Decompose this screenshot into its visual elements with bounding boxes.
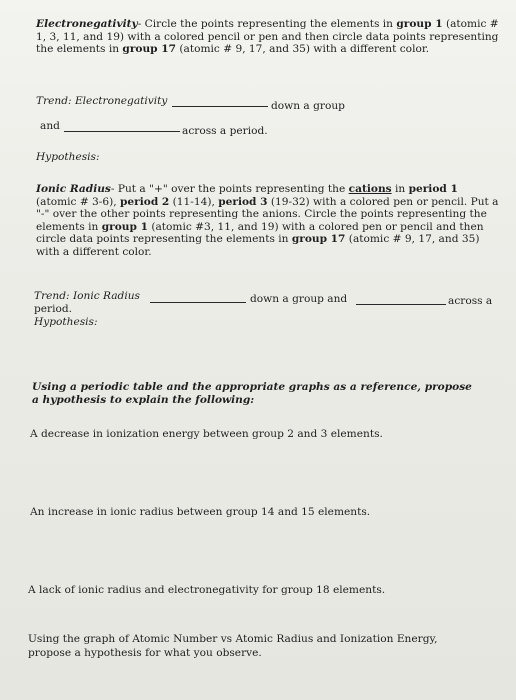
trend-ionic-radius-period: period. bbox=[34, 303, 73, 315]
electronegativity-instructions: Electronegativity- Circle the points representing the elements in group 1 (atomic # 1, 3, 11, and 19) with a colored pencil or pen and then circle data points representing the elements in group 17 (atomic # 9, 17, and 35) with a different color. bbox=[36, 18, 499, 55]
trend-ionic-radius-blank-2[interactable] bbox=[356, 303, 446, 305]
ionic-radius-instructions: Ionic Radius- Put a "+" over the points representing the cations in period 1 (atomic # 3-6), period 2 (11-14), period 3 (19-32) with a colored pen or pencil. Put a "-" over the other points representing the anions. Circle the points representing the elements in group 1 (atomic #3, 11, and 19) with a colored pen or pencil and then circle data points representing the elements in group 17 (atomic # 9, 17, and 35) with a different color. bbox=[36, 183, 499, 258]
ionic-radius-heading: Ionic Radius bbox=[36, 183, 111, 195]
trend-ionic-radius-blank-1[interactable] bbox=[150, 301, 246, 303]
trend-electronegativity-across-period: across a period. bbox=[182, 125, 268, 137]
electronegativity-heading: Electronegativity bbox=[36, 18, 138, 30]
reference-prompt: Using a periodic table and the appropriate graphs as a reference, propose a hypothesis to explain the following: bbox=[32, 381, 472, 406]
trend-electronegativity-blank-1[interactable] bbox=[172, 105, 268, 107]
hypothesis-electronegativity: Hypothesis: bbox=[36, 151, 100, 163]
question-graph-line-1: Using the graph of Atomic Number vs Atomic Radius and Ionization Energy, bbox=[28, 633, 438, 645]
trend-electronegativity-blank-2[interactable] bbox=[64, 130, 180, 132]
trend-electronegativity-and: and bbox=[40, 120, 60, 132]
trend-ionic-radius-mid: down a group and bbox=[250, 293, 348, 305]
trend-electronegativity-label: Trend: Electronegativity bbox=[36, 95, 168, 107]
trend-electronegativity-down-group: down a group bbox=[271, 100, 345, 112]
hypothesis-ionic-radius: Hypothesis: bbox=[34, 316, 98, 328]
question-group-18: A lack of ionic radius and electronegativity for group 18 elements. bbox=[28, 584, 386, 596]
trend-ionic-radius-across: across a bbox=[448, 295, 493, 307]
question-graph-line-2: propose a hypothesis for what you observe. bbox=[28, 647, 262, 659]
trend-ionic-radius-label: Trend: Ionic Radius bbox=[34, 290, 140, 302]
question-ionization-energy: A decrease in ionization energy between group 2 and 3 elements. bbox=[30, 428, 383, 440]
question-ionic-radius-increase: An increase in ionic radius between group 14 and 15 elements. bbox=[30, 506, 371, 518]
